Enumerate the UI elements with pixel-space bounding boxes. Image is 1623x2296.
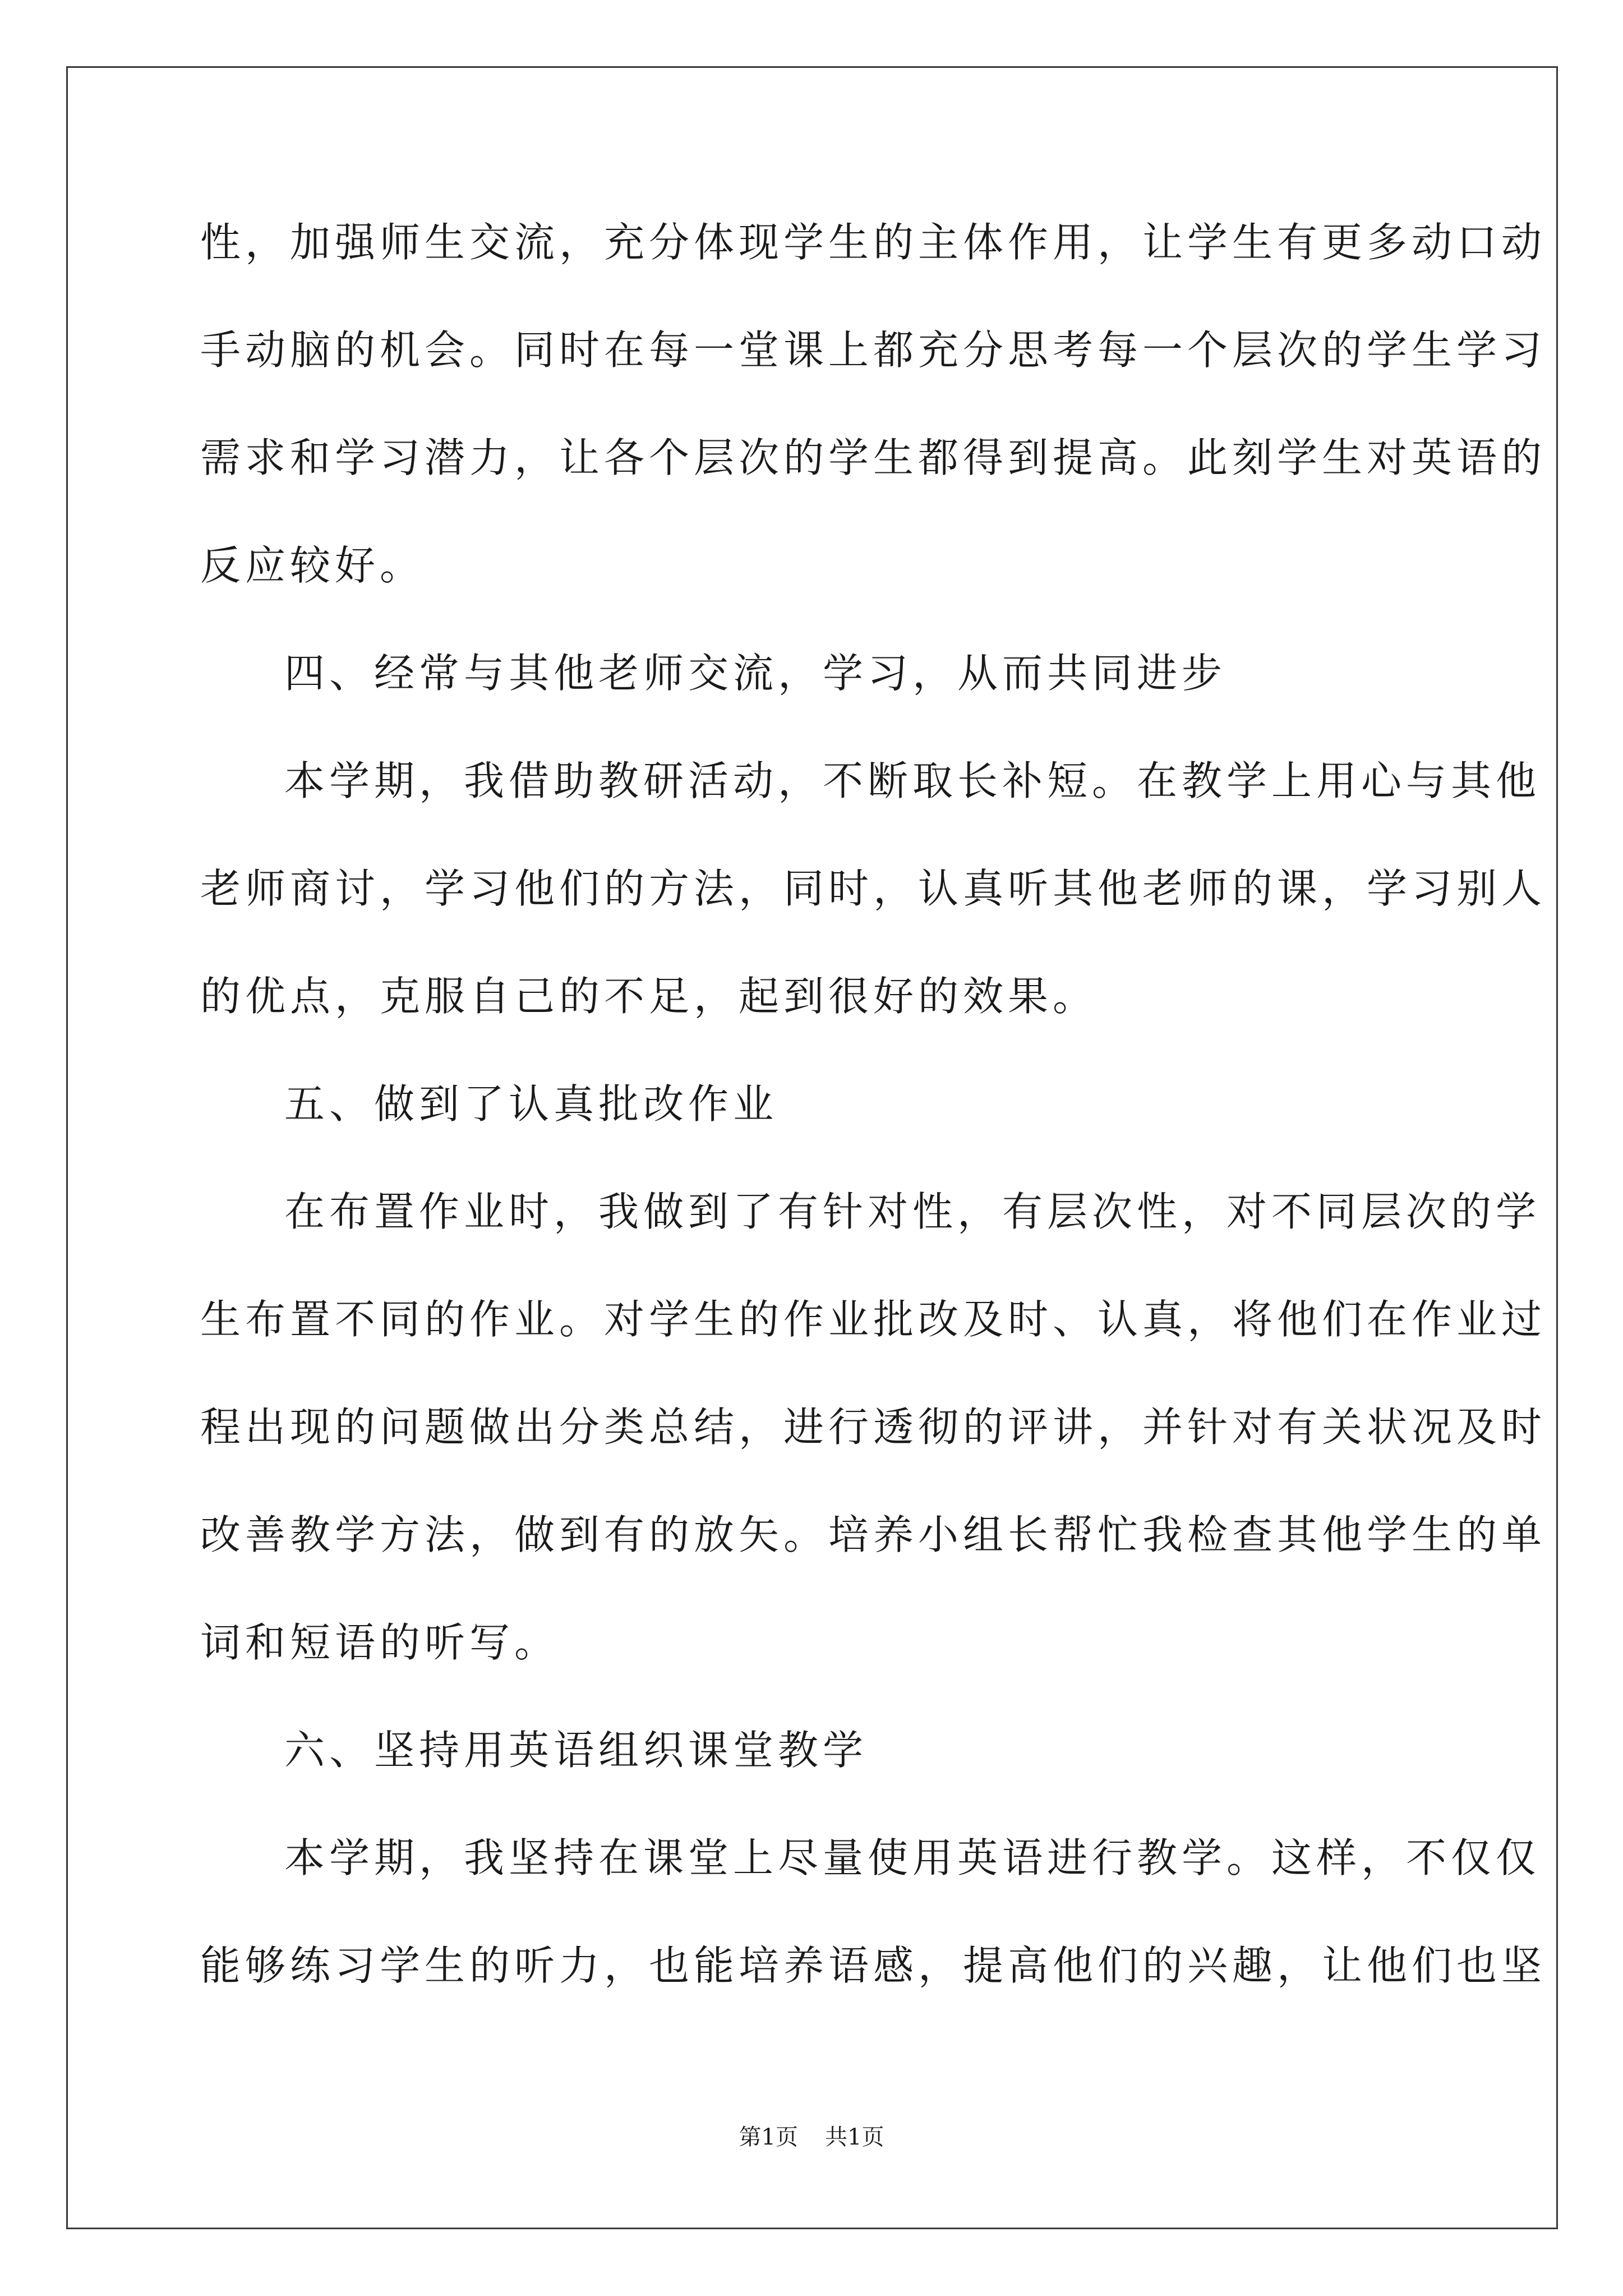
text-line: 手动脑的机会。同时在每一堂课上都充分思考每一个层次的学生学习 bbox=[200, 326, 1547, 374]
text-line: 词和短语的听写。 bbox=[200, 1619, 560, 1666]
text-line: 生布置不同的作业。对学生的作业批改及时、认真，将他们在作业过 bbox=[200, 1296, 1547, 1343]
text-line: 程出现的问题做出分类总结，进行透彻的评讲，并针对有关状况及时 bbox=[200, 1404, 1547, 1451]
page-frame bbox=[66, 66, 1558, 2229]
text-line: 反应较好。 bbox=[200, 542, 425, 589]
text-line: 的优点，克服自己的不足，起到很好的效果。 bbox=[200, 973, 1098, 1020]
page-number: 第1页 bbox=[739, 2124, 798, 2150]
section-heading: 四、经常与其他老师交流，学习，从而共同进步 bbox=[284, 650, 1227, 697]
text-line: 能够练习学生的听力，也能培养语感，提高他们的兴趣，让他们也坚 bbox=[200, 1942, 1547, 1989]
text-line: 在布置作业时，我做到了有针对性，有层次性，对不同层次的学 bbox=[284, 1188, 1541, 1235]
text-line: 本学期，我借助教研活动，不断取长补短。在教学上用心与其他 bbox=[284, 757, 1541, 804]
section-heading: 五、做到了认真批改作业 bbox=[284, 1080, 778, 1128]
section-heading: 六、坚持用英语组织课堂教学 bbox=[284, 1727, 868, 1774]
text-line: 需求和学习潜力，让各个层次的学生都得到提高。此刻学生对英语的 bbox=[200, 434, 1547, 481]
page-total: 共1页 bbox=[825, 2124, 884, 2150]
text-line: 性，加强师生交流，充分体现学生的主体作用，让学生有更多动口动 bbox=[200, 219, 1547, 266]
text-line: 改善教学方法，做到有的放矢。培养小组长帮忙我检查其他学生的单 bbox=[200, 1511, 1547, 1558]
text-line: 老师商讨，学习他们的方法，同时，认真听其他老师的课，学习别人 bbox=[200, 865, 1547, 912]
text-line: 本学期，我坚持在课堂上尽量使用英语进行教学。这样，不仅仅 bbox=[284, 1834, 1541, 1881]
page-footer bbox=[0, 2120, 1623, 2154]
